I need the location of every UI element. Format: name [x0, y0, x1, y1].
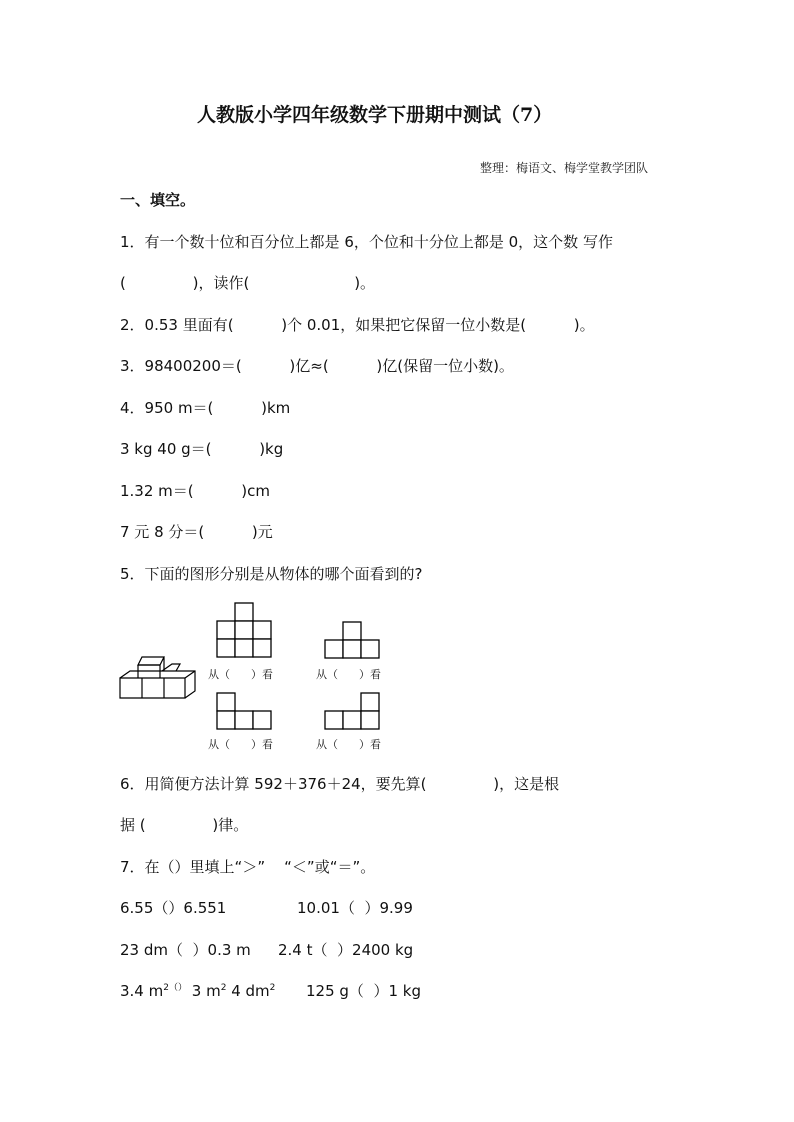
question-4a: 4．950 m＝( )km [120, 399, 291, 417]
question-4d: 7 元 8 分＝( )元 [120, 523, 273, 541]
question-6-line-1: 6．用简便方法计算 592＋376＋24，要先算( )，这是根 [120, 775, 560, 793]
section-heading: 一、填空。 [120, 191, 196, 209]
question-7-item-3: 23 dm（ ）0.3 m [120, 941, 251, 959]
question-4b: 3 kg 40 g＝( )kg [120, 440, 284, 458]
question-5-prompt: 5．下面的图形分别是从物体的哪个面看到的? [120, 565, 423, 583]
view-label-3: 从（ ）看 [208, 738, 273, 751]
page-title: 人教版小学四年级数学下册期中测试（7） [197, 104, 553, 126]
question-7-item-1: 6.55（）6.551 [120, 899, 227, 917]
question-1-line-2: ( )，读作( )。 [120, 274, 376, 292]
question-7-item-2: 10.01（ ）9.99 [297, 899, 413, 917]
question-7-item-5: 3.4 $m^{2()}$ 3 $m^2$ 4 $dm^2$ [120, 982, 276, 1000]
view-figure-4 [325, 692, 381, 730]
view-label-4: 从（ ）看 [316, 738, 381, 751]
question-7-item-6: 125 g（ ）1 kg [306, 982, 421, 1000]
question-6-line-2: 据 ( )律。 [120, 816, 249, 834]
question-1-line-1: 1．有一个数十位和百分位上都是 6，个位和十分位上都是 0，这个数 写作 [120, 233, 613, 251]
view-label-1: 从（ ）看 [208, 668, 273, 681]
view-figure-2 [325, 621, 381, 657]
view-figure-3 [217, 692, 273, 730]
view-label-2: 从（ ）看 [316, 668, 381, 681]
author-credit: 整理：梅语文、梅学堂教学团队 [480, 161, 649, 175]
view-figure-1 [217, 602, 273, 658]
cube-solid-figure [120, 655, 190, 700]
question-7-item-4: 2.4 t（ ）2400 kg [278, 941, 414, 959]
question-4c: 1.32 m＝( )cm [120, 482, 271, 500]
question-7-prompt: 7．在（）里填上“＞” “＜”或“＝”。 [120, 858, 376, 876]
question-2: 2．0.53 里面有( )个 0.01，如果把它保留一位小数是( )。 [120, 316, 595, 334]
question-3: 3．98400200＝( )亿≈( )亿(保留一位小数)。 [120, 357, 514, 375]
